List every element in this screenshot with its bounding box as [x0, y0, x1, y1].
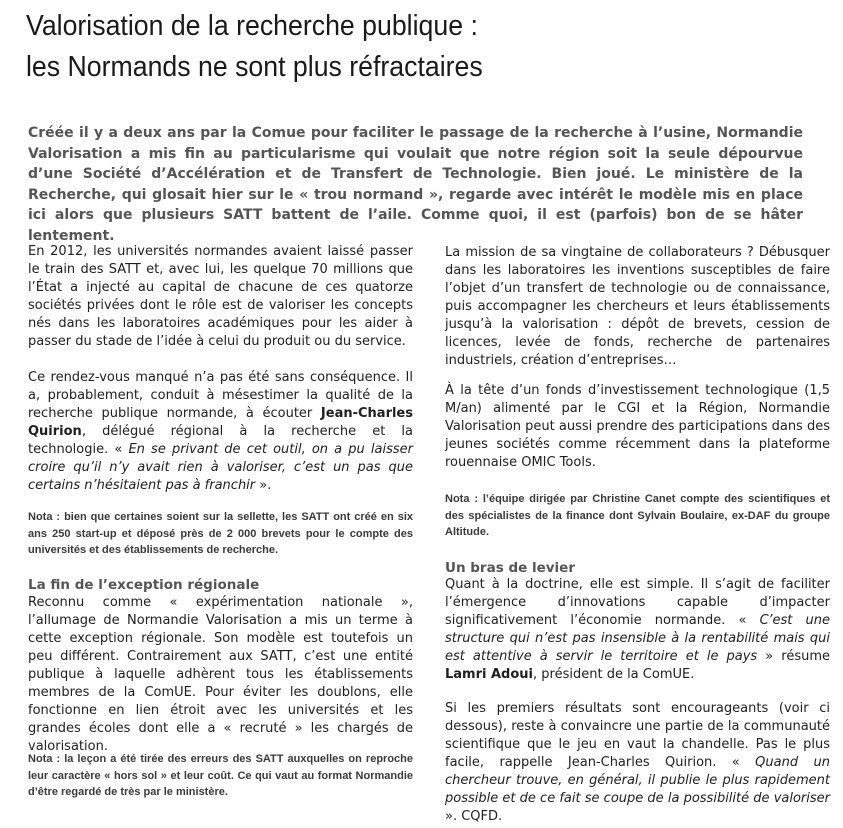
right-paragraph-3 — [445, 576, 830, 684]
section-heading-exception: La fin de l’exception régionale — [28, 577, 260, 593]
quote-quirion-2: Quand un chercheur trouve, en général, il publie le plus rapidement possible et de ce fait se coupe de la possibilité de valoriser — [445, 755, 830, 806]
left-note-1: Nota : bien que certaines soient sur la sellette, les SATT ont créé en six ans 250 start-up et déposé près de 2 000 brevets pour le compte des universités et des établissements de recherche. — [28, 511, 413, 556]
left-paragraph-2-text-a: Ce rendez-vous manqué n’a pas été sans conséquence. Il a, probablement, conduit à mésestimer la qualité de la recherche publique normande, à écouter — [28, 370, 413, 421]
quote-quirion: En se privant de cet outil, on a pu laisser croire qu’il n’y avait rien à valoriser, c’est un pas que certains n’hésitaient pas à franchir — [28, 442, 413, 493]
quote-open-mark: « — [114, 442, 129, 457]
article-title-line-1: Valorisation de la recherche publique : — [26, 10, 478, 42]
right-paragraph-4-text-a: Si les premiers résultats sont encourageants (voir ci dessous), reste à convaincre une partie de la communauté scientifique que le jeu en vaut la chandelle. Pas le plus facile, rappelle Jean-Charles Quirion. « — [445, 701, 830, 770]
right-paragraph-1: La mission de sa vingtaine de collaborateurs ? Débusquer dans les laboratoires les inventions susceptibles de faire l’objet d’un transfert de technologie ou de connaissance, puis accompagner les chercheurs et leurs établissements jusqu’à la valorisation : dépôt de brevets, cession de licences, levée de fonds, recherche de partenaires industriels, création d’entreprises… — [445, 245, 830, 368]
person-name-quirion: Jean-Charles Quirion — [28, 406, 413, 439]
left-paragraph-1: En 2012, les universités normandes avaient laissé passer le train des SATT et, avec lui, les quelque 70 millions que l’État a injecté au capital de chacune de ces quatorze sociétés privées dont le rôle est de valoriser les concepts nés dans les laboratoires académiques pour les aider à passer du stade de l’idée à celui du produit ou du service. — [28, 244, 413, 349]
right-note-1: Nota : l’équipe dirigée par Christine Canet compte des scientifiques et des spécialistes de la finance dont Sylvain Boulaire, ex-DAF du groupe Altitude. — [445, 493, 830, 538]
right-paragraph-3-text-b: » résume — [757, 649, 831, 664]
quote-close-mark: ». — [255, 478, 272, 493]
person-name-adoui: Lamri Adoui — [445, 667, 534, 682]
left-paragraph-2 — [28, 369, 413, 495]
quote-adoui: C’est une structure qui n’est pas insensible à la rentabilité mais qui est attentive à servir le territoire et le pays — [445, 613, 831, 664]
right-paragraph-3-text-c: , président de la ComUE. — [533, 667, 695, 682]
article-lead: Créée il y a deux ans par la Comue pour faciliter le passage de la recherche à l’usine, Normandie Valorisation a mis fin au particularisme qui voulait que notre région soit la seule dépourvue d’une Société d’Accélération et de Transfert de Technologie. Bien joué. Le ministère de la Recherche, qui glosait hier sur le « trou normand », regarde avec intérêt le modèle mis en place ici alors que plusieurs SATT battent de l’aile. Comme quoi, il est (parfois) bon de se hâter lentement. — [28, 125, 803, 244]
left-paragraph-3: Reconnu comme « expérimentation nationale », l’allumage de Normandie Valorisation a mis un terme à cette exception régionale. Son modèle est toutefois un peu différent. Contrairement aux SATT, c’est une entité publique à laquelle adhèrent tous les établissements membres de la ComUE. Pour éviter les doublons, elle fonctionne en lien étroit avec les universités et les grandes écoles dont elle a « recruté » les chargés de valorisation. — [28, 595, 413, 754]
article-title-line-2: les Normands ne sont plus réfractaires — [26, 51, 483, 83]
right-paragraph-2: À la tête d’un fonds d’investissement technologique (1,5 M/an) alimenté par le CGI et la Région, Normandie Valorisation peut aussi prendre des participations dans des jeunes sociétés comme récemment dans la plateforme rouennaise OMIC Tools. — [445, 383, 830, 470]
section-heading-levier: Un bras de levier — [445, 560, 575, 576]
article-title — [26, 6, 762, 88]
right-paragraph-3-text-a: Quant à la doctrine, elle est simple. Il s’agit de faciliter l’émergence d’innovations capable d’impacter significativement l’économie normande. « — [445, 577, 830, 628]
left-note-2: Nota : la leçon a été tirée des erreurs des SATT auxquelles on reproche leur caractère « hors sol » et leur coût. Ce qui vaut au format Normandie d’être regardé de très par le ministère. — [28, 753, 413, 798]
right-paragraph-4-text-b: ». CQFD. — [445, 809, 503, 824]
left-paragraph-2-text-b: , délégué régional à la recherche et la technologie. — [28, 424, 413, 457]
right-paragraph-4 — [445, 700, 830, 826]
